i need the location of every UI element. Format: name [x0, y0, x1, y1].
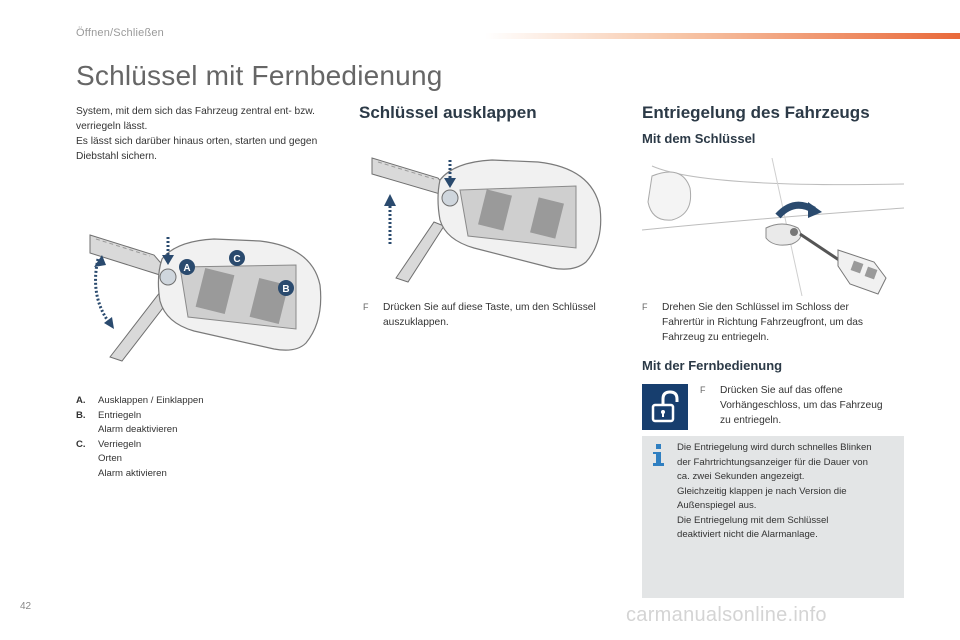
bullet-line: Drehen Sie den Schlüssel im Schloss der — [662, 302, 849, 313]
legend-value: Alarm aktivieren — [98, 467, 167, 479]
legend-value: Ausklappen / Einklappen — [98, 395, 204, 406]
open-padlock-icon — [642, 384, 688, 430]
remote-key-illustration — [84, 225, 334, 365]
unfold-bullet — [363, 300, 623, 332]
bullet-line: Drücken Sie auf das offene — [720, 385, 843, 396]
intro-line: Es lässt sich darüber hinaus orten, starten und gegen — [76, 136, 318, 147]
bullet-mark: F — [363, 302, 369, 312]
bullet-line: Fahrzeug zu entriegeln. — [662, 332, 770, 343]
legend-key: B. — [76, 409, 86, 421]
section-header: Öffnen/Schließen — [76, 27, 164, 39]
unlock-heading: Entriegelung des Fahrzeugs — [642, 103, 870, 122]
info-line: Die Entriegelung mit dem Schlüssel — [677, 514, 829, 526]
legend-value: Entriegeln — [98, 409, 142, 421]
watermark: carmanualsonline.info — [626, 604, 827, 626]
with-key-heading: Mit dem Schlüssel — [642, 131, 756, 146]
with-key-bullet — [642, 300, 904, 346]
bullet-line: auszuklappen. — [383, 317, 449, 328]
intro-text — [76, 104, 341, 164]
info-line: deaktiviert nicht die Alarmanlage. — [677, 529, 818, 540]
intro-line: System, mit dem sich das Fahrzeug zentral ent- bzw. — [76, 106, 315, 117]
unfold-key-illustration — [368, 150, 608, 285]
info-icon — [651, 444, 665, 468]
legend-value: Orten — [98, 453, 122, 464]
info-line: Die Entriegelung wird durch schnelles Blinken — [677, 442, 872, 453]
page-number: 42 — [20, 601, 32, 612]
key-label-c: C — [233, 254, 241, 265]
with-remote-heading: Mit der Fernbedienung — [642, 358, 783, 373]
legend-value: Verriegeln — [98, 438, 142, 450]
key-label-a: A — [183, 263, 191, 274]
bullet-line: Vorhängeschloss, um das Fahrzeug — [720, 400, 883, 411]
bullet-mark: F — [700, 385, 706, 395]
door-lock-illustration — [642, 158, 904, 296]
bullet-line: Drücken Sie auf diese Taste, um den Schlüssel — [383, 302, 596, 313]
header-accent-bar — [485, 33, 960, 39]
bullet-mark: F — [642, 302, 648, 312]
key-label-b: B — [282, 284, 290, 295]
info-line: ca. zwei Sekunden angezeigt. — [677, 471, 805, 482]
with-remote-bullet — [700, 383, 904, 429]
intro-line: Diebstahl sichern. — [76, 151, 157, 162]
bullet-line: Fahrertür in Richtung Fahrzeugfront, um das — [662, 317, 864, 328]
unfold-heading: Schlüssel ausklappen — [359, 103, 537, 122]
intro-line: verriegeln lässt. — [76, 121, 148, 132]
info-line: Außenspiegel aus. — [677, 500, 757, 511]
info-line: der Fahrtrichtungsanzeiger für die Dauer von — [677, 456, 868, 468]
legend-key: C. — [76, 438, 86, 450]
legend-key: A. — [76, 395, 86, 406]
legend-value: Alarm deaktivieren — [98, 424, 178, 435]
page-title: Schlüssel mit Fernbedienung — [76, 60, 443, 91]
bullet-line: zu entriegeln. — [720, 415, 782, 426]
info-line: Gleichzeitig klappen je nach Version die — [677, 485, 847, 497]
info-box — [642, 436, 904, 598]
